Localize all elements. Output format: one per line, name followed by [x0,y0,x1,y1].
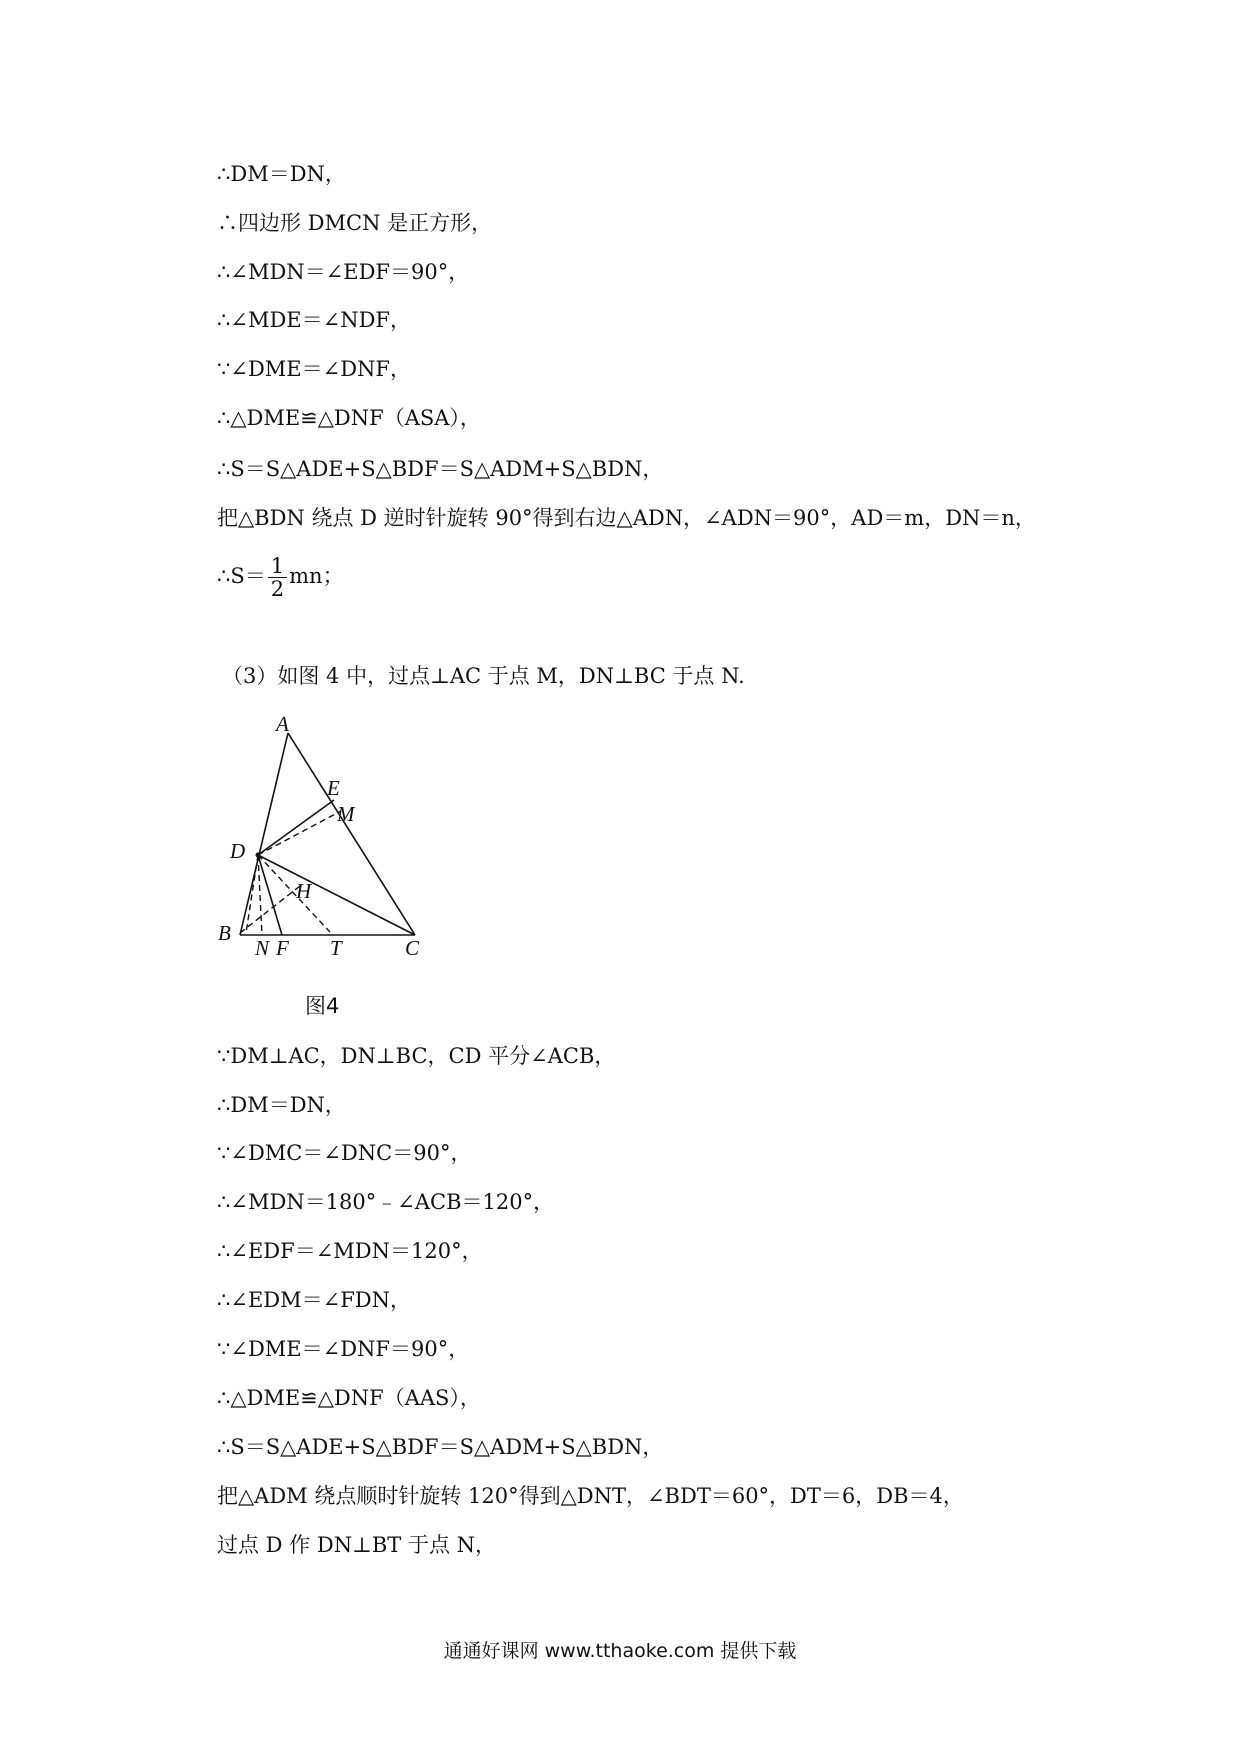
proof-line: 把△BDN 绕点 D 逆时针旋转 90°得到右边△ADN，∠ADN＝90°，AD＝m，DN＝n， [217,506,1036,530]
label-T: T [330,936,342,960]
proof-line: ∵∠DME＝∠DNF＝90°， [217,1337,470,1361]
formula-prefix: ∴S＝ [217,564,266,588]
figure-caption: 图4 [305,994,340,1018]
proof-line: ∴S＝S△ADE+S△BDF＝S△ADM+S△BDN， [217,1435,664,1459]
fraction-denominator: 2 [270,577,285,601]
proof-line: ∴△DME≌△DNF（ASA）， [217,406,481,430]
part3-intro: （3）如图 4 中，过点⊥AC 于点 M，DN⊥BC 于点 N. [222,664,745,688]
label-E: E [327,776,340,800]
proof-line: ∴DM＝DN， [217,162,346,186]
proof-line: ∴∠MDN＝180°﹣∠ACB＝120°， [217,1190,555,1214]
label-M: M [337,802,355,826]
label-H: H [296,879,312,903]
label-A: A [276,712,289,736]
proof-line: ∵∠DME＝∠DNF， [217,357,412,381]
proof-line: ∵∠DMC＝∠DNC＝90°， [217,1141,472,1165]
area-formula-line [217,555,344,600]
segment-DC [258,855,415,935]
segment-AC [288,733,415,935]
label-F: F [276,936,289,960]
proof-line: ∴S＝S△ADE+S△BDF＝S△ADM+S△BDN， [217,457,664,481]
proof-line: ∴∠MDN＝∠EDF＝90°， [217,260,470,284]
proof-line: ∴∠MDE＝∠NDF， [217,308,412,332]
label-N: N [255,936,270,960]
point-D [256,853,261,858]
proof-line: 把△ADM 绕点顺时针旋转 120°得到△DNT，∠BDT＝60°，DT＝6，DB＝4， [217,1484,964,1508]
proof-line: ∴DM＝DN， [217,1093,346,1117]
dashed-DB-inner [246,855,258,933]
geometry-figure-4 [210,705,440,980]
proof-line: ∵DM⊥AC，DN⊥BC，CD 平分∠ACB， [217,1044,616,1068]
segment-AB [240,733,288,935]
proof-line: ∴∠EDF＝∠MDN＝120°， [217,1239,483,1263]
segment-DF [258,855,282,935]
page-footer: 通通好课网 www.tthaoke.com 提供下载 [443,1640,797,1662]
label-C: C [405,936,420,960]
proof-line: ∴∠EDM＝∠FDN， [217,1288,412,1312]
fraction [268,555,287,600]
label-B: B [218,921,231,945]
formula-suffix: mn； [289,564,344,588]
proof-line: 过点 D 作 DN⊥BT 于点 N， [217,1533,496,1557]
fraction-numerator: 1 [268,555,287,578]
proof-line: ∴△DME≌△DNF（AAS）， [217,1386,481,1410]
proof-line: ∴四边形 DMCN 是正方形， [217,211,493,235]
dashed-DM [258,811,341,855]
label-D: D [230,839,246,863]
